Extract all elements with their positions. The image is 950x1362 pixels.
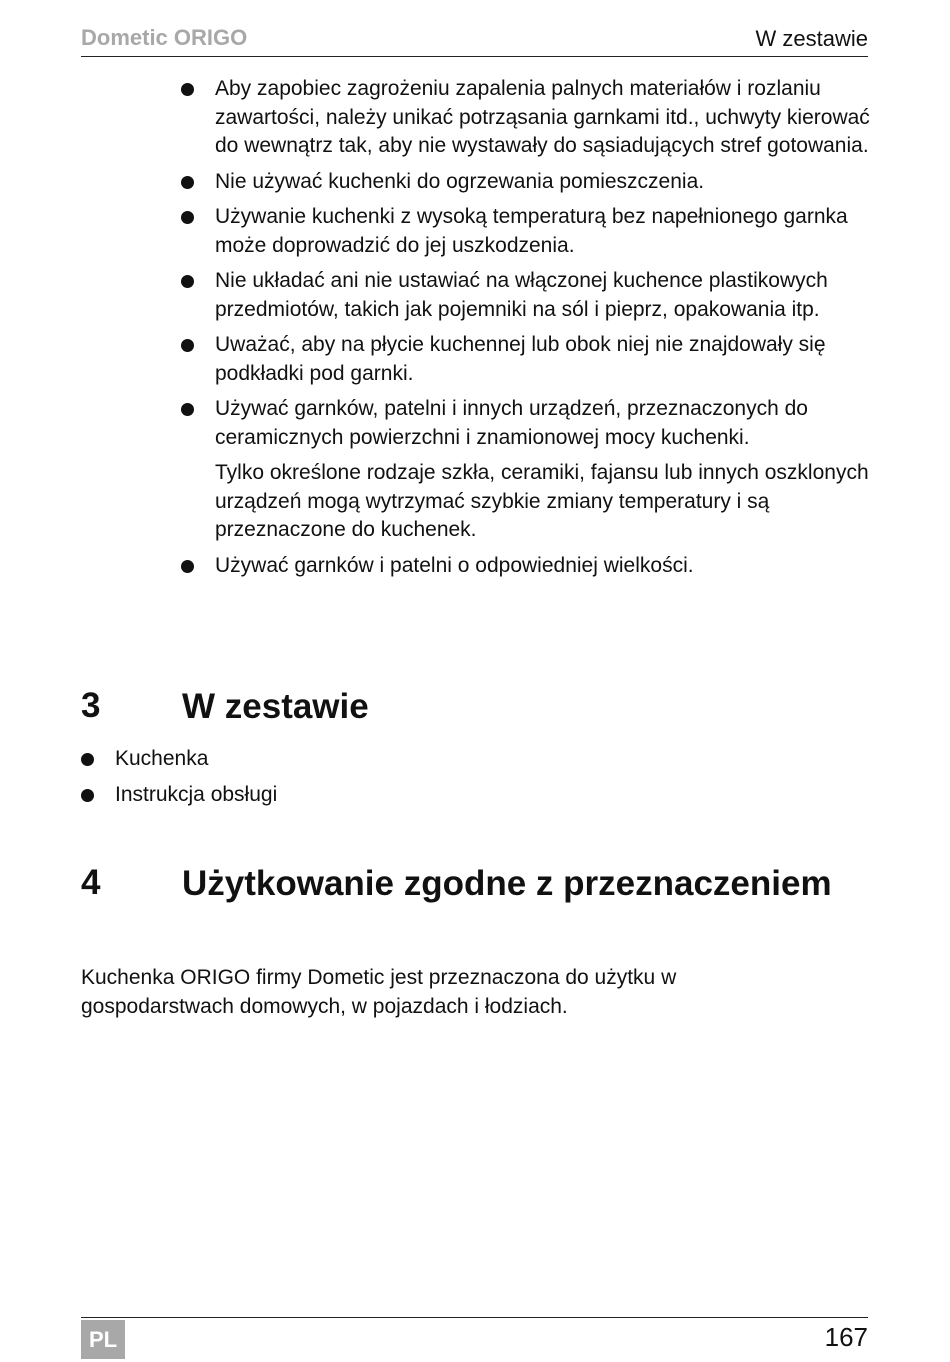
section-4-number: 4 xyxy=(81,863,101,902)
list-item-text: Używanie kuchenki z wysoką temperaturą bez napełnionego garnka może doprowadzić do jej uszkodzenia. xyxy=(215,205,848,257)
bullet-dot-icon xyxy=(181,211,194,224)
section-3-list xyxy=(81,745,781,816)
page-number: 167 xyxy=(824,1322,868,1352)
list-item xyxy=(181,331,871,388)
list-item-text: Aby zapobiec zagrożeniu zapalenia palnych materiałów i rozlaniu zawartości, należy unikać potrząsania garnkami itd., uchwyty kierować do wewnątrz tak, aby nie wystawały do sąsiadujących stref gotowania. xyxy=(215,77,870,157)
bullet-dot-icon xyxy=(181,275,194,288)
list-item xyxy=(181,552,871,581)
list-item xyxy=(181,395,871,545)
list-item xyxy=(181,168,871,197)
bullet-dot-icon xyxy=(81,789,94,802)
list-item-text: Instrukcja obsługi xyxy=(115,782,278,806)
list-item xyxy=(81,781,781,810)
bullet-dot-icon xyxy=(181,560,194,573)
list-item-text: Nie używać kuchenki do ogrzewania pomieszczenia. xyxy=(215,169,705,193)
section-3-title: W zestawie xyxy=(182,687,369,726)
header-section-title: W zestawie xyxy=(755,26,868,51)
header-brand: Dometic ORIGO xyxy=(81,25,248,50)
list-item xyxy=(181,203,871,260)
bullet-dot-icon xyxy=(181,339,194,352)
list-item-text: Uważać, aby na płycie kuchennej lub obok niej nie znajdowały się podkładki pod garnki. xyxy=(215,333,826,385)
list-item-text: Nie układać ani nie ustawiać na włączonej kuchence plastikowych przedmiotów, takich jak pojemniki na sól i pieprz, opakowania itp. xyxy=(215,269,828,321)
section-4-title: Użytkowanie zgodne z przeznaczeniem xyxy=(182,864,832,903)
footer-divider xyxy=(81,1317,868,1318)
section-3-number: 3 xyxy=(81,686,101,725)
list-item-note: Tylko określone rodzaje szkła, ceramiki, fajansu lub innych oszklonych urządzeń mogą wytrzymać szybkie zmiany temperatury i są przeznaczone do kuchenek. xyxy=(215,461,869,541)
list-item xyxy=(81,745,781,774)
bullet-dot-icon xyxy=(81,753,94,766)
list-item-text: Używać garnków, patelni i innych urządzeń, przeznaczonych do ceramicznych powierzchni i znamionowej mocy kuchenki. xyxy=(215,397,808,449)
header-divider xyxy=(81,56,868,57)
language-badge: PL xyxy=(81,1320,125,1359)
bullet-dot-icon xyxy=(181,403,194,416)
bullet-dot-icon xyxy=(181,83,194,96)
list-item-text: Kuchenka xyxy=(115,747,209,770)
list-item xyxy=(181,267,871,324)
list-item-text: Używać garnków i patelni o odpowiedniej wielkości. xyxy=(215,553,694,577)
section-4-body: Kuchenka ORIGO firmy Dometic jest przeznaczona do użytku w gospodarstwach domowych, w pojazdach i łodziach. xyxy=(81,966,677,1018)
list-item xyxy=(181,75,871,161)
safety-bullet-list xyxy=(181,75,871,587)
bullet-dot-icon xyxy=(181,176,194,189)
